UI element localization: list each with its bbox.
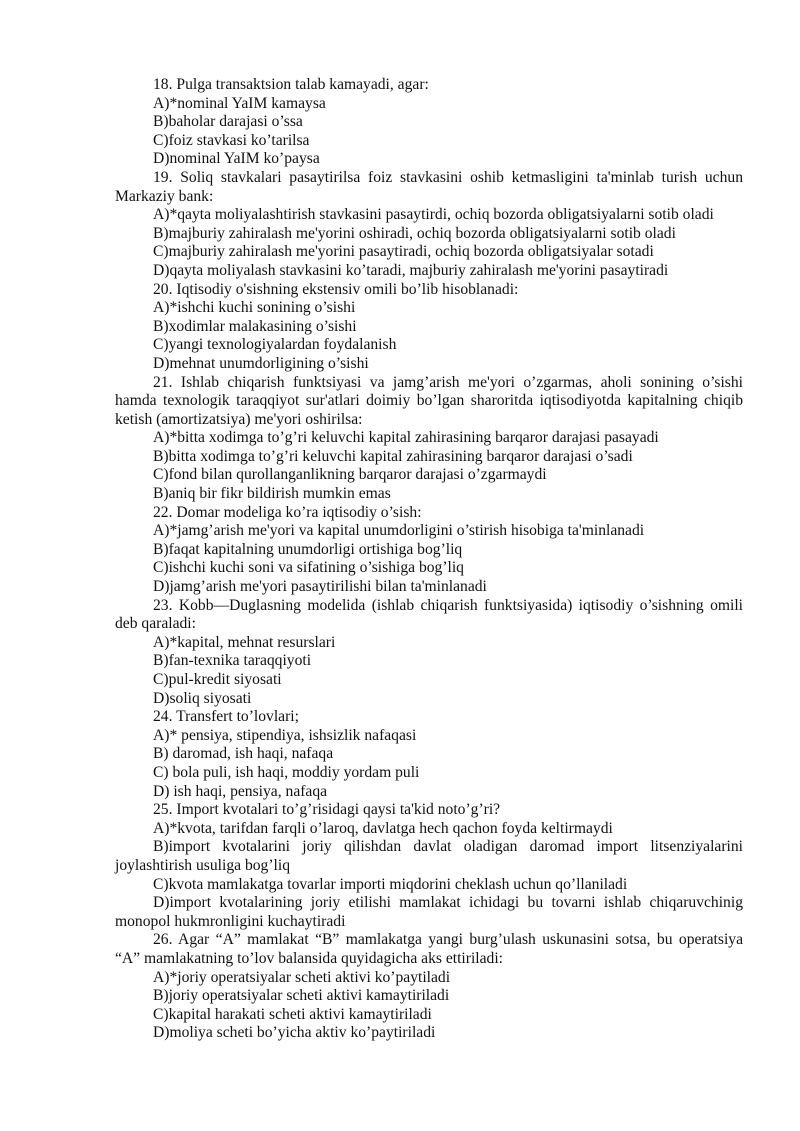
option: C) bola puli, ish haqi, moddiy yordam puli [153, 763, 420, 781]
question-25: 25. Import kvotalari to’g’risidagi qaysi ta'kid noto’g’ri? [153, 801, 501, 819]
option: C)kvota mamlakatga tovarlar importi miqdorini cheklash uchun qo’llaniladi [153, 875, 628, 893]
question-19: 19. Soliq stavkalari pasaytirilsa foiz stavkasini oshib ketmasligini ta'minlab turish uchun Markaziy bank: [115, 168, 743, 205]
option: D)soliq siyosati [153, 689, 252, 707]
option: A)* pensiya, stipendiya, ishsizlik nafaqasi [153, 726, 417, 744]
option: B)fan-texnika taraqqiyoti [153, 652, 312, 670]
option: A)*nominal YaIM kamaysa [153, 94, 326, 112]
option: D)mehnat unumdorligining o’sishi [153, 354, 369, 372]
option: D)import kvotalarining joriy etilishi mamlakat ichidagi bu tovarni ishlab chiqaruvchinig monopol hukmronligini kuchaytiradi [115, 894, 743, 930]
option: D)qayta moliyalash stavkasini ko’taradi, majburiy zahiralash me'yorini pasaytiradi [153, 261, 669, 279]
option: C)yangi texnologiyalardan foydalanish [153, 336, 397, 354]
option: B)baholar darajasi o’ssa [153, 113, 303, 131]
option: A)*kapital, mehnat resurslari [153, 633, 336, 651]
option: A)*qayta moliyalashtirish stavkasini pasaytirdi, ochiq bozorda obligatsiyalarni sotib oladi [153, 206, 714, 224]
option: B)bitta xodimga to’g’ri keluvchi kapital zahirasining barqaror darajasi o’sadi [153, 447, 633, 465]
option: A)*bitta xodimga to’g’ri keluvchi kapital zahirasining barqaror darajasi pasayadi [153, 429, 659, 447]
question-23: 23. Kobb—Duglasning modelida (ishlab chiqarish funktsiyasida) iqtisodiy o’sishning omili deb qaraladi: [115, 596, 743, 633]
option: B)xodimlar malakasining o’sishi [153, 317, 357, 335]
option: D)jamg’arish me'yori pasaytirilishi bilan ta'minlanadi [153, 578, 487, 596]
option: C)fond bilan qurollanganlikning barqaror darajasi o’zgarmaydi [153, 466, 547, 484]
option: C)pul-kredit siyosati [153, 671, 282, 688]
option: D) ish haqi, pensiya, nafaqa [153, 782, 328, 800]
option: A)*joriy operatsiyalar scheti aktivi ko’paytiladi [153, 968, 451, 986]
question-20: 20. Iqtisodiy o'sishning ekstensiv omili bo’lib hisoblanadi: [153, 280, 519, 298]
option: A)*ishchi kuchi sonining o’sishi [153, 299, 356, 317]
question-22: 22. Domar modeliga ko’ra iqtisodiy o’sish: [153, 503, 422, 521]
option: A)*kvota, tarifdan farqli o’laroq, davlatga hech qachon foyda keltirmaydi [153, 819, 613, 837]
option: D)nominal YaIM ko’paysa [153, 150, 320, 168]
option: D)moliya scheti bo’yicha aktiv ko’paytiriladi [153, 1024, 436, 1042]
option: C)foiz stavkasi ko’tarilsa [153, 131, 310, 149]
question-21: 21. Ishlab chiqarish funktsiyasi va jamg’arish me'yori o’zgarmas, aholi sonining o’sishi hamda texnologik taraqqiyot sur'atlari doimiy bo’lgan sharoritda iqtisodiyotda kapitalning chiqib ketish (amortizatsiya) me'yori oshirilsa: [115, 373, 743, 428]
question-24: 24. Transfert to’lovlari; [153, 708, 299, 726]
option: A)*jamg’arish me'yori va kapital unumdorligini o’stirish hisobiga ta'minlanadi [153, 522, 645, 540]
option: B)joriy operatsiyalar scheti aktivi kamaytiriladi [153, 987, 450, 1005]
option: C)majburiy zahiralash me'yorini pasaytiradi, ochiq bozorda obligatsiyalar sotadi [153, 243, 654, 261]
option: B)faqat kapitalning unumdorligi ortishiga bog’liq [153, 540, 463, 558]
question-18: 18. Pulga transaktsion talab kamayadi, agar: [153, 76, 429, 93]
option: C)kapital harakati scheti aktivi kamaytiriladi [153, 1005, 432, 1023]
question-26: 26. Agar “A” mamlakat “B” mamlakatga yangi burg’ulash uskunasini sotsa, bu operatsiya “A” mamlakatning to’lov balansida quyidagicha aks ettiriladi: [115, 931, 743, 967]
option: B)majburiy zahiralash me'yorini oshiradi, ochiq bozorda obligatsiyalarni sotib oladi [153, 224, 676, 242]
option: B)aniq bir fikr bildirish mumkin emas [153, 485, 391, 503]
option: C)ishchi kuchi soni va sifatining o’sishiga bog’liq [153, 559, 464, 577]
option: B) daromad, ish haqi, nafaqa [153, 745, 334, 763]
option: B)import kvotalarini joriy qilishdan davlat oladigan daromad import litsenziyalarini joylashtirish usuliga bog’liq [115, 838, 743, 874]
